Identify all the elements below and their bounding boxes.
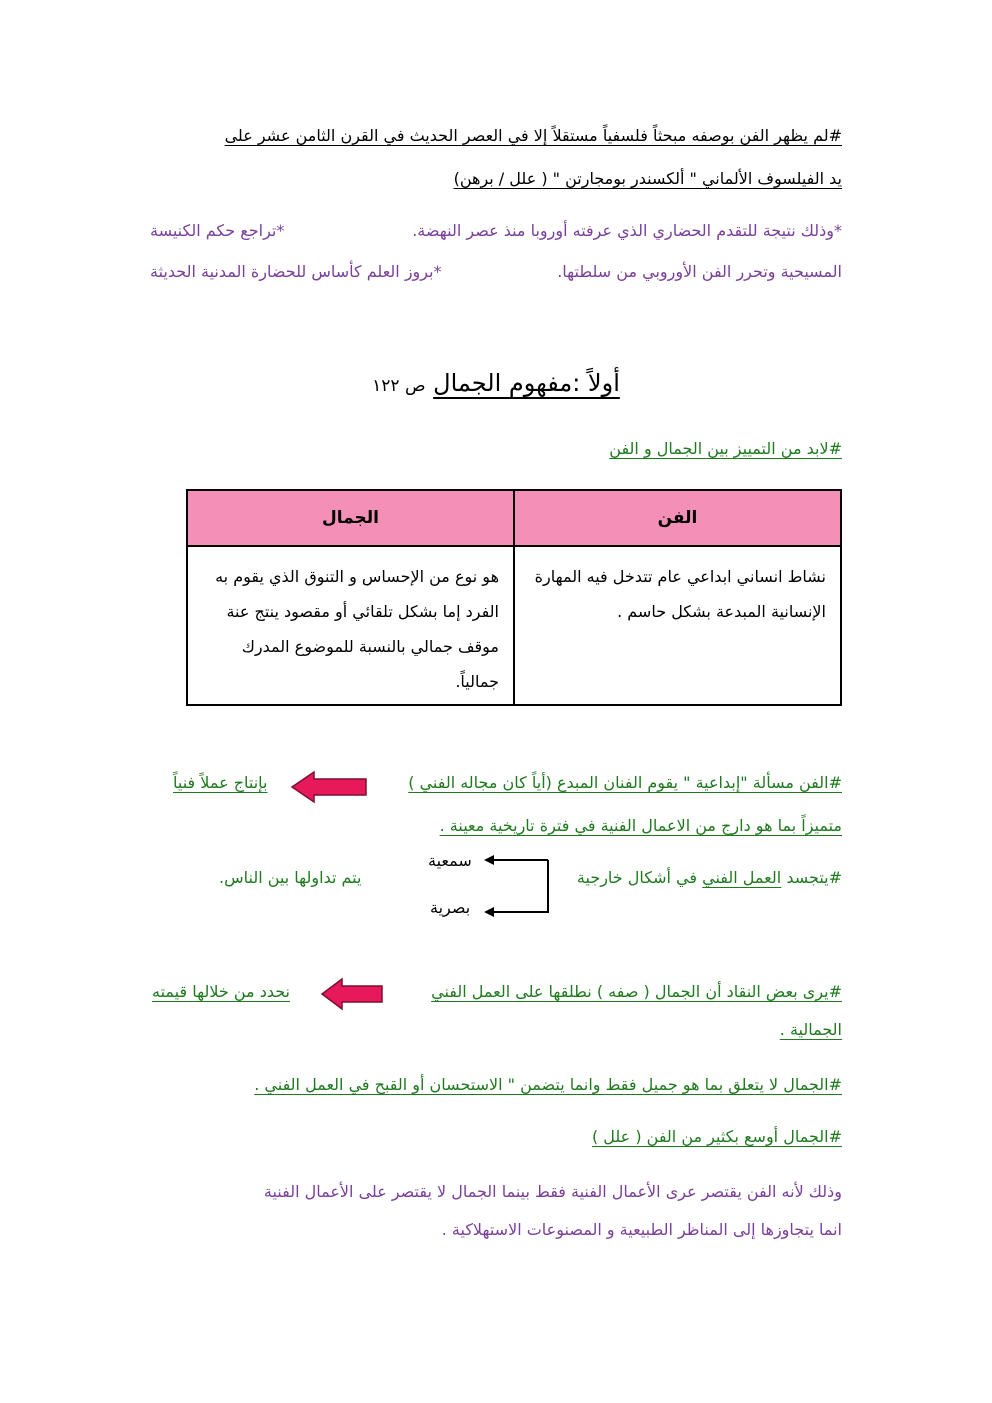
- intro-line-2: يد الفيلسوف الألماني " ألكسندر بومجارتن " ( علل / برهن): [453, 169, 842, 188]
- critics-part-2: نحدد من خلالها قيمته: [152, 982, 291, 1001]
- not-only-line: #الجمال لا يتعلق بما هو جميل فقط وانما يتضمن " الاستحسان أو القبح في العمل الفني .: [254, 1075, 842, 1094]
- reasons-line-2: [150, 261, 842, 283]
- because-line-2: انما يتجاوزها إلى المناظر الطبيعية و المصنوعات الاستهلاكية .: [441, 1220, 842, 1239]
- wider-heading: #الجمال أوسع بكثير من الفن ( علل ): [591, 1127, 842, 1146]
- reasons-line-1: [150, 220, 842, 242]
- beauty-definition: هو نوع من الإحساس و التنوق الذي يقوم به الفرد إما بشكل تلقائي أو مقصود ينتج عنة موقف جمالي بالنسبة للموضوع المدرك جمالياً.: [187, 546, 514, 705]
- critics-line-2: الجمالية .: [779, 1020, 842, 1039]
- reason-church-cont: المسيحية وتحرر الفن الأوروبي من سلطتها.: [557, 262, 842, 281]
- section-title-text: أولاً :مفهوم الجمال: [433, 369, 620, 397]
- distinguish-heading: #لابد من التمييز بين الجمال و الفن: [609, 439, 842, 458]
- arrow-left-icon: [320, 977, 384, 1011]
- table-header-row: [187, 490, 841, 546]
- creativity-line-2: متميزاً بما هو دارج من الاعمال الفنية في فترة تاريخية معينة .: [439, 816, 842, 835]
- bracket-arrows-icon: [482, 852, 554, 918]
- reason-science: *بروز العلم كأساس للحضارة المدنية الحديثة: [150, 262, 442, 281]
- art-definition: نشاط انساني ابداعي عام تتدخل فيه المهارة الإنسانية المبدعة بشكل حاسم .: [514, 546, 841, 705]
- arrow-left-icon: [290, 770, 370, 804]
- because-line-1: وذلك لأنه الفن يقتصر عرى الأعمال الفنية فقط بينما الجمال لا يقتصر على الأعمال الفنية: [263, 1182, 842, 1201]
- header-art: الفن: [514, 490, 841, 546]
- reason-church: *تراجع حكم الكنيسة: [150, 221, 285, 240]
- reason-renaissance: *وذلك نتيجة للتقدم الحضاري الذي عرفته أوروبا منذ عصر النهضة.: [412, 221, 842, 240]
- section-title: [0, 366, 992, 403]
- page-ref: ص ١٢٢: [372, 376, 426, 396]
- forms-suffix: في أشكال خارجية: [576, 868, 698, 887]
- form-audio: سمعية: [428, 851, 472, 870]
- forms-prefix: #يتجسد: [786, 868, 842, 887]
- creativity-part-1: #الفن مسألة "إبداعية " يقوم الفنان المبدع (أياً كان مجاله الفني ): [408, 773, 842, 792]
- header-beauty: الجمال: [187, 490, 514, 546]
- form-visual: بصرية: [430, 898, 471, 917]
- creativity-part-2: بإنتاج عملاً فنياً: [173, 773, 268, 792]
- comparison-table: [186, 489, 842, 706]
- critics-part-1: #يرى بعض النقاد أن الجمال ( صفه ) نطلقها على العمل الفني: [431, 982, 842, 1001]
- forms-line: [577, 867, 842, 889]
- table-row: [187, 546, 841, 705]
- forms-highlight: العمل الفني: [702, 868, 782, 887]
- intro-line-1: #لم يظهر الفن بوصفه مبحثاً فلسفياً مستقلاً إلا في العصر الحديث في القرن الثامن عشر على: [224, 126, 842, 145]
- forms-circulation: يتم تداولها بين الناس.: [219, 868, 362, 887]
